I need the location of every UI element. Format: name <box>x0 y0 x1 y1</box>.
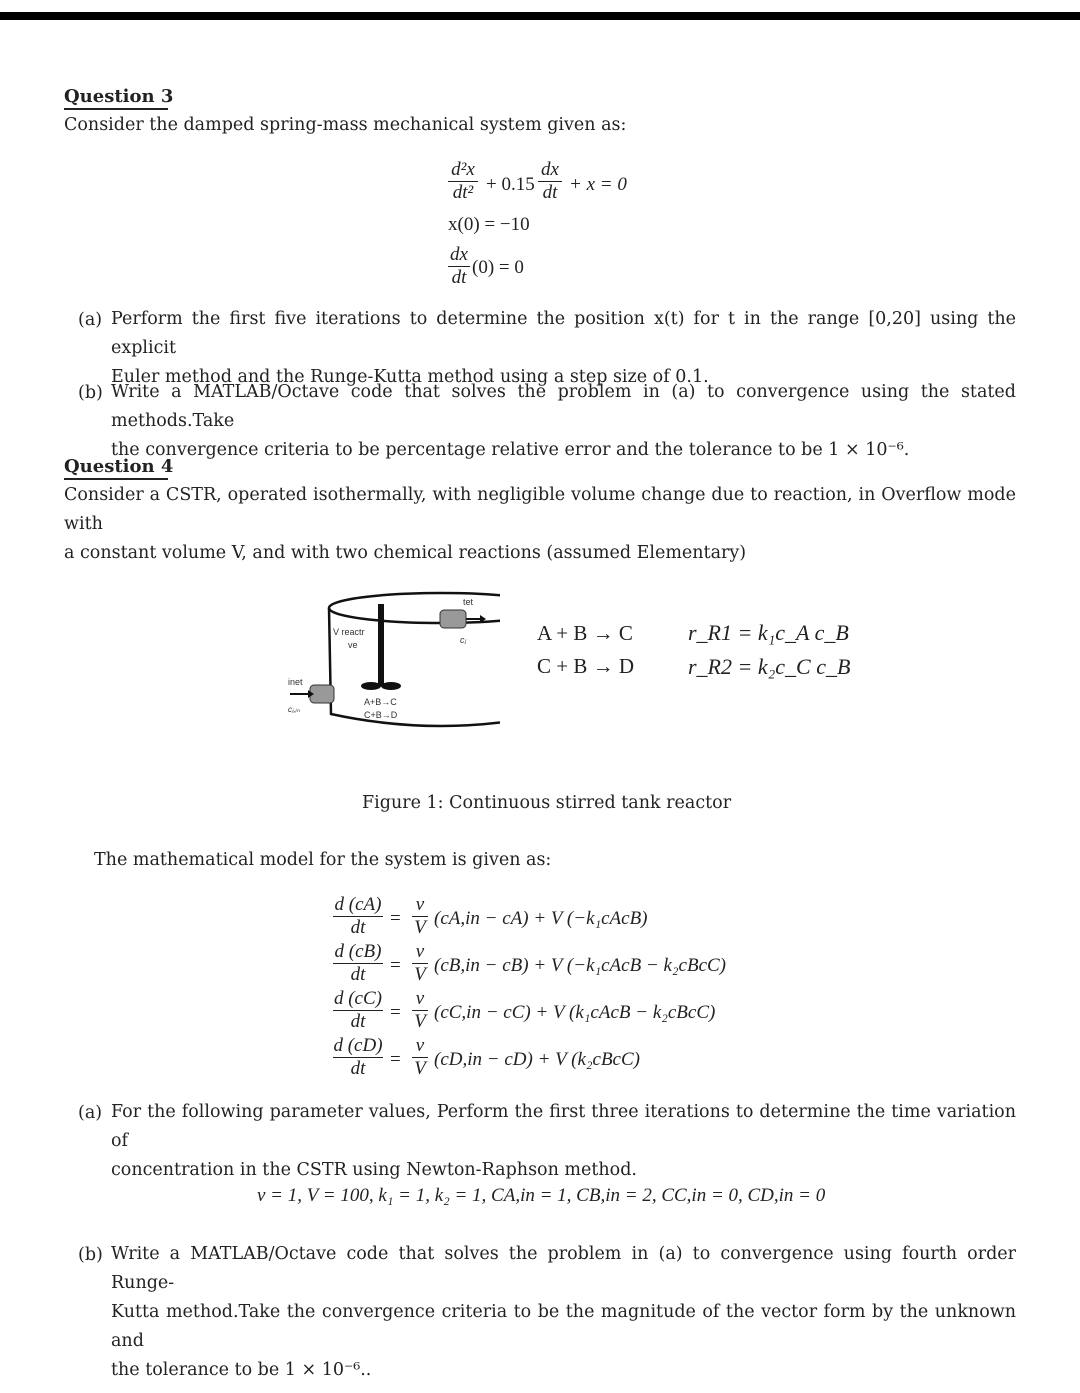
outlet-pipe <box>440 610 466 628</box>
tank-reaction-1: A+B→C <box>364 697 397 707</box>
equals-sign: = <box>390 908 401 929</box>
tank-reaction-2: C+B→D <box>364 710 398 720</box>
rate-law-1: r_R1 = k₁c_A c_B <box>688 620 849 645</box>
eq2-initial-position: x(0) = −10 <box>448 214 530 235</box>
equation-lhs: d (cA) dt <box>334 894 382 939</box>
tank-volume-label-2: ve <box>348 640 358 650</box>
question-3-title: Question 3 <box>64 86 174 107</box>
question-3-intro: Consider the damped spring-mass mechanical system given as: <box>64 115 627 135</box>
eq1-rest: + x = 0 <box>569 174 627 195</box>
nu-over-v: ν V <box>412 1036 428 1079</box>
question-3-underline <box>64 108 168 110</box>
equation-rhs: (cA,in − cA) + V (−k₁cAcB) <box>434 908 648 929</box>
eq3-rest: (0) = 0 <box>472 257 524 278</box>
equals-sign: = <box>390 955 401 976</box>
rate-law-2: r_R2 = k₂c_C c_B <box>688 654 851 679</box>
outlet-label: tet <box>463 597 474 607</box>
equals-sign: = <box>390 1002 401 1023</box>
q4-part-a-text: For the following parameter values, Perform the first three iterations to determine the time variation of concentration in the CSTR using Newton-Raphson method. <box>111 1102 1016 1180</box>
reaction-1: A + B → C <box>537 621 633 645</box>
q3-part-b-label: (b) <box>78 383 103 403</box>
q3-part-a-label: (a) <box>78 310 103 330</box>
eq1-dx-dt: dx dt <box>538 160 562 203</box>
nu-over-v: ν V <box>412 942 428 985</box>
outlet-concentration: cⱼ <box>460 635 467 645</box>
parameter-values: ν = 1, V = 100, k₁ = 1, k₂ = 1, CA,in = 1, CB,in = 2, CC,in = 0, CD,in = 0 <box>257 1185 826 1206</box>
equation-lhs: d (cB) dt <box>334 941 382 986</box>
eq3-dx-dt: dx dt <box>448 245 470 288</box>
equals-sign: = <box>390 1049 401 1070</box>
eq1-coefficient: + 0.15 <box>486 174 535 195</box>
equation-rhs: (cB,in − cB) + V (−k₁cAcB − k₂cBcC) <box>434 955 727 976</box>
eq1-d2x-dt2: d²x dt² <box>448 160 478 203</box>
figure-caption: Figure 1: Continuous stirred tank reactor <box>362 793 732 813</box>
nu-over-v: ν V <box>412 895 428 938</box>
equation-rhs: (cC,in − cC) + V (k₁cAcB − k₂cBcC) <box>434 1002 716 1023</box>
model-intro: The mathematical model for the system is given as: <box>94 850 552 870</box>
q4-part-a-label: (a) <box>78 1103 103 1123</box>
outlet-arrow-head <box>480 615 486 623</box>
inlet-label: inet <box>288 677 303 687</box>
question-4-underline <box>64 478 168 480</box>
equation-rhs: (cD,in − cD) + V (k₂cBcC) <box>434 1049 640 1070</box>
q4-part-b-text: Write a MATLAB/Octave code that solves the problem in (a) to convergence using fourth order Runge- Kutta method.Take the convergence criteria to be the magnitude of the vector form by the unknown and the tolerance to be 1 × 10⁻⁶.. <box>111 1244 1016 1380</box>
q4-part-b-label: (b) <box>78 1245 103 1265</box>
equation-lhs: d (cD) dt <box>333 1035 383 1080</box>
question-4-title: Question 4 <box>64 456 174 477</box>
inlet-concentration: cⱼ,ᵢₙ <box>288 705 300 714</box>
q3-part-a-text: Perform the first five iterations to determine the position x(t) for t in the range [0,20] using the explicit Euler method and the Runge-Kutta method using a step size of 0.1. <box>111 309 1016 387</box>
tank-volume-label: V reactr <box>333 627 365 637</box>
question-4-intro: Consider a CSTR, operated isothermally, with negligible volume change due to reaction, in Overflow mode with a constant volume V, and with two chemical reactions (assumed Elementary) <box>64 485 1016 563</box>
equation-lhs: d (cC) dt <box>333 988 382 1033</box>
nu-over-v: ν V <box>412 989 428 1032</box>
top-rule <box>0 12 1080 20</box>
q3-part-b-text: Write a MATLAB/Octave code that solves the problem in (a) to convergence using the stated methods.Take the convergence criteria to be percentage relative error and the tolerance to be 1 × 10⁻⁶. <box>111 382 1016 460</box>
reaction-2: C + B → D <box>537 654 635 678</box>
